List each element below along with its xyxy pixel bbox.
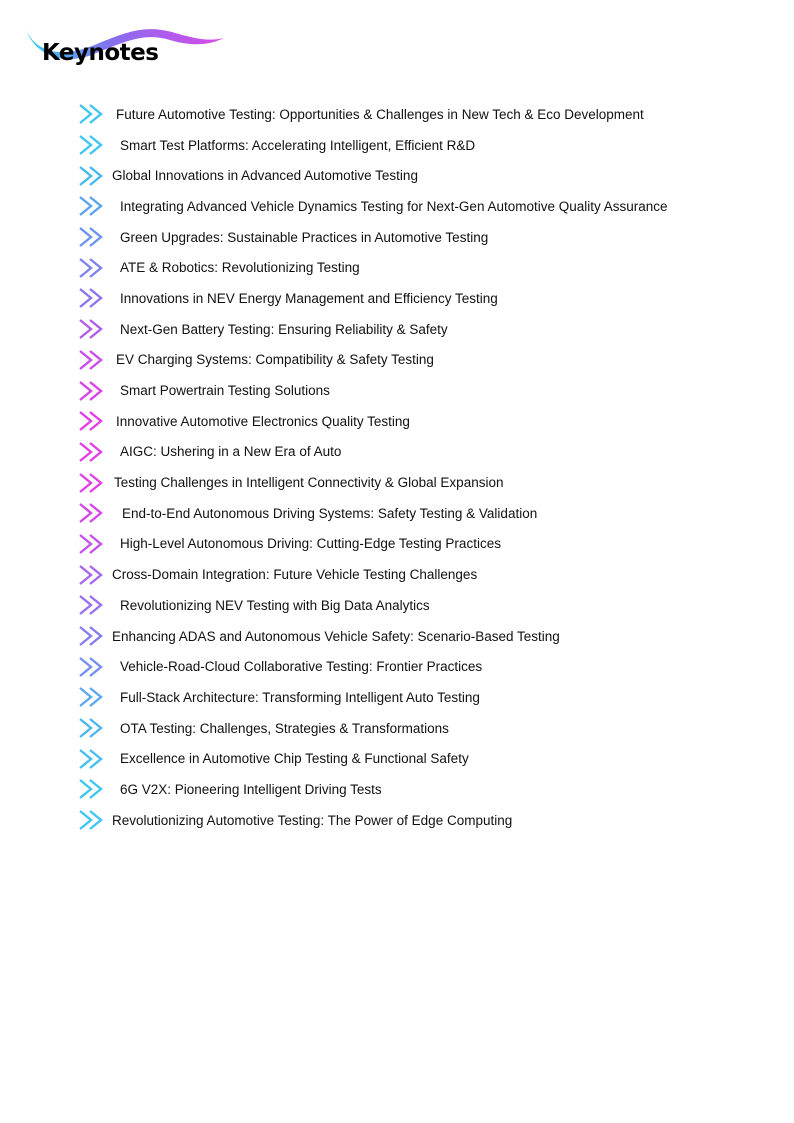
page-title: Keynotes [42,40,159,66]
keynote-label: Full-Stack Architecture: Transforming Intelligent Auto Testing [120,689,480,705]
keynote-label: ATE & Robotics: Revolutionizing Testing [120,260,360,276]
double-chevron-icon [78,380,108,402]
keynote-label: Future Automotive Testing: Opportunities & Challenges in New Tech & Eco Development [116,106,644,122]
keynote-list [78,99,758,836]
double-chevron-icon [78,134,108,156]
keynote-label: Integrating Advanced Vehicle Dynamics Testing for Next-Gen Automotive Quality Assurance [120,198,668,214]
keynote-item [78,682,758,713]
keynote-label: End-to-End Autonomous Driving Systems: Safety Testing & Validation [122,505,538,521]
double-chevron-icon [78,748,108,770]
keynote-item [78,160,758,191]
keynote-item [78,252,758,283]
keynote-label: Revolutionizing Automotive Testing: The Power of Edge Computing [112,812,513,828]
keynote-item [78,283,758,314]
keynote-item [78,99,758,130]
keynote-label: Vehicle-Road-Cloud Collaborative Testing: Frontier Practices [120,659,483,675]
double-chevron-icon [78,625,108,647]
double-chevron-icon [78,287,108,309]
keynote-item [78,498,758,529]
double-chevron-icon [78,717,108,739]
keynote-item [78,529,758,560]
double-chevron-icon [78,656,108,678]
double-chevron-icon [78,564,108,586]
double-chevron-icon [78,686,108,708]
keynote-item [78,805,758,836]
keynote-item [78,437,758,468]
keynote-item [78,559,758,590]
keynote-label: Innovative Automotive Electronics Quality Testing [116,413,410,429]
double-chevron-icon [78,226,108,248]
keynote-label: AIGC: Ushering in a New Era of Auto [120,444,342,460]
keynote-label: Cross-Domain Integration: Future Vehicle Testing Challenges [112,567,478,583]
double-chevron-icon [78,165,108,187]
double-chevron-icon [78,594,108,616]
keynote-item [78,345,758,376]
keynote-label: Next-Gen Battery Testing: Ensuring Reliability & Safety [120,321,448,337]
double-chevron-icon [78,349,108,371]
double-chevron-icon [78,533,108,555]
keynote-label: 6G V2X: Pioneering Intelligent Driving Tests [120,781,382,797]
keynote-label: OTA Testing: Challenges, Strategies & Transformations [120,720,449,736]
double-chevron-icon [78,472,108,494]
keynote-item [78,191,758,222]
keynote-item [78,774,758,805]
keynote-label: Testing Challenges in Intelligent Connectivity & Global Expansion [114,475,504,491]
double-chevron-icon [78,410,108,432]
keynote-label: Global Innovations in Advanced Automotive Testing [112,168,418,184]
keynote-item [78,467,758,498]
keynote-label: EV Charging Systems: Compatibility & Safety Testing [116,352,434,368]
header [22,20,232,76]
keynote-item [78,590,758,621]
keynote-label: Innovations in NEV Energy Management and Efficiency Testing [120,290,498,306]
keynote-item [78,651,758,682]
double-chevron-icon [78,257,108,279]
keynote-label: Enhancing ADAS and Autonomous Vehicle Safety: Scenario-Based Testing [112,628,560,644]
keynote-label: Smart Test Platforms: Accelerating Intelligent, Efficient R&D [120,137,476,153]
keynote-item [78,406,758,437]
double-chevron-icon [78,502,108,524]
keynote-item [78,375,758,406]
keynote-label: Excellence in Automotive Chip Testing & Functional Safety [120,751,469,767]
double-chevron-icon [78,778,108,800]
keynote-item [78,743,758,774]
keynote-label: Smart Powertrain Testing Solutions [120,383,330,399]
keynote-label: Green Upgrades: Sustainable Practices in Automotive Testing [120,229,489,245]
double-chevron-icon [78,809,108,831]
keynote-item [78,314,758,345]
keynote-item [78,621,758,652]
double-chevron-icon [78,441,108,463]
keynote-item [78,713,758,744]
keynote-label: Revolutionizing NEV Testing with Big Data Analytics [120,597,430,613]
keynote-label: High-Level Autonomous Driving: Cutting-Edge Testing Practices [120,536,501,552]
keynote-item [78,222,758,253]
keynote-item [78,130,758,161]
double-chevron-icon [78,318,108,340]
double-chevron-icon [78,103,108,125]
double-chevron-icon [78,195,108,217]
